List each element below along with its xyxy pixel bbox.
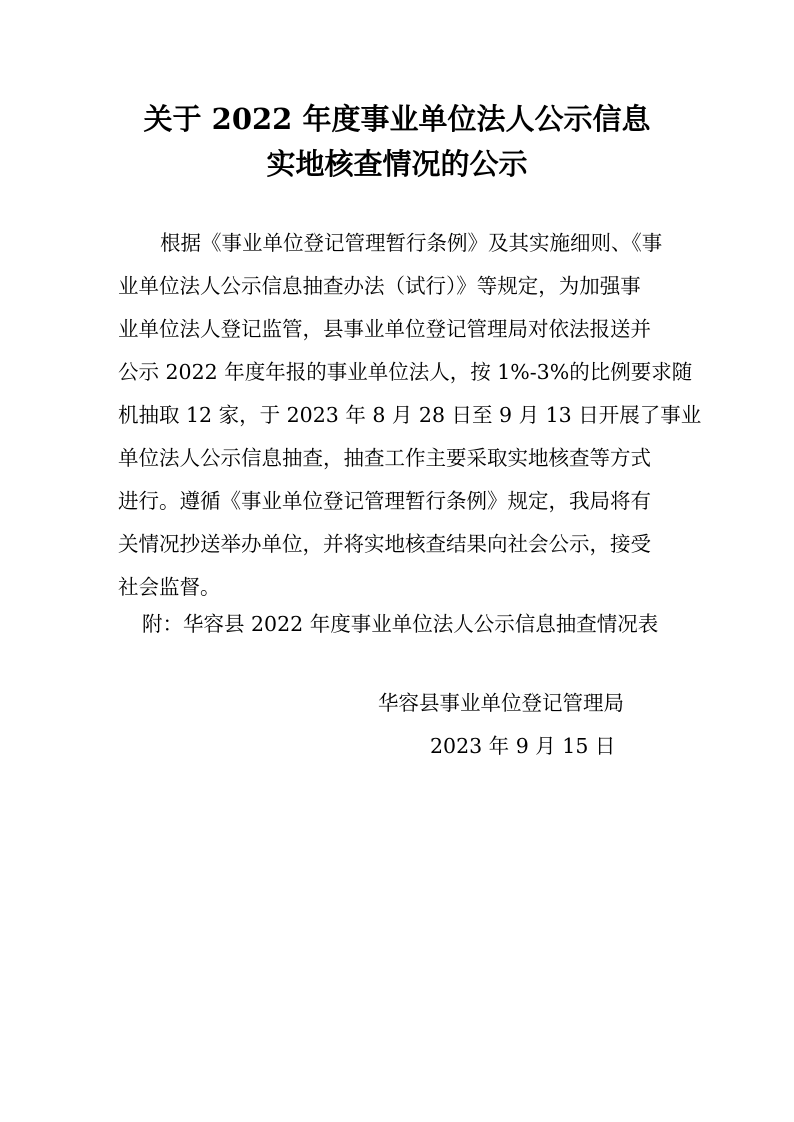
body-paragraph-line-5: 机抽取 12 家，于 2023 年 8 月 28 日至 9 月 13 日开展了事业 [118, 403, 702, 427]
body-paragraph-line-1: 根据《事业单位登记管理暂行条例》及其实施细则、《事 [160, 231, 663, 255]
body-paragraph-line-8: 关情况抄送举办单位，并将实地核查结果向社会公示，接受 [118, 532, 651, 556]
attachment-line: 附：华容县 2022 年度事业单位法人公示信息抽查情况表 [142, 612, 659, 636]
document-title-line-2: 实地核查情况的公示 [266, 147, 528, 181]
issuer-name: 华容县事业单位登记管理局 [378, 691, 624, 715]
body-paragraph-line-7: 进行。遵循《事业单位登记管理暂行条例》规定，我局将有 [118, 489, 651, 513]
body-paragraph-line-2: 业单位法人公示信息抽查办法（试行）》等规定，为加强事 [118, 274, 641, 298]
body-paragraph-line-9: 社会监督。 [118, 575, 221, 599]
document-title-line-1: 关于 2022 年度事业单位法人公示信息 [143, 102, 651, 136]
issue-date: 2023 年 9 月 15 日 [430, 734, 616, 758]
body-paragraph-line-4: 公示 2022 年度年报的事业单位法人，按 1%-3%的比例要求随 [118, 360, 693, 384]
body-paragraph-line-6: 单位法人公示信息抽查，抽查工作主要采取实地核查等方式 [118, 446, 651, 470]
body-paragraph-line-3: 业单位法人登记监管，县事业单位登记管理局对依法报送并 [118, 317, 651, 341]
